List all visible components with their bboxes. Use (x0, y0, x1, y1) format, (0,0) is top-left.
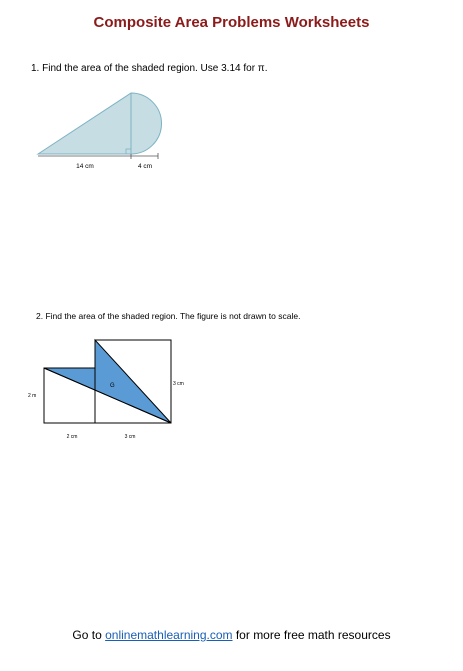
problem-1-text: 1. Find the area of the shaded region. Use 3.14 for π. (31, 63, 268, 74)
problem-1-figure (30, 86, 170, 178)
right-height-label: 3 cm (173, 381, 184, 387)
footer-suffix: for more free math resources (232, 628, 391, 642)
footer (0, 628, 463, 642)
problem-2-text: 2. Find the area of the shaded region. The figure is not drawn to scale. (36, 311, 301, 321)
left-width-label: 2 cm (66, 434, 78, 440)
footer-link[interactable]: onlinemathlearning.com (105, 628, 233, 642)
left-height-label: 2 m (28, 393, 37, 399)
worksheet-title: Composite Area Problems Worksheets (93, 14, 370, 31)
shaded-triangle-semicircle (38, 93, 162, 154)
diameter-label: 4 cm (137, 163, 153, 170)
region-label: G (110, 383, 115, 389)
footer-prefix: Go to (72, 628, 106, 642)
base-label: 14 cm (76, 163, 94, 170)
problem-2-figure (22, 335, 202, 447)
shaded-region (44, 340, 171, 423)
right-width-label: 3 cm (124, 434, 136, 440)
